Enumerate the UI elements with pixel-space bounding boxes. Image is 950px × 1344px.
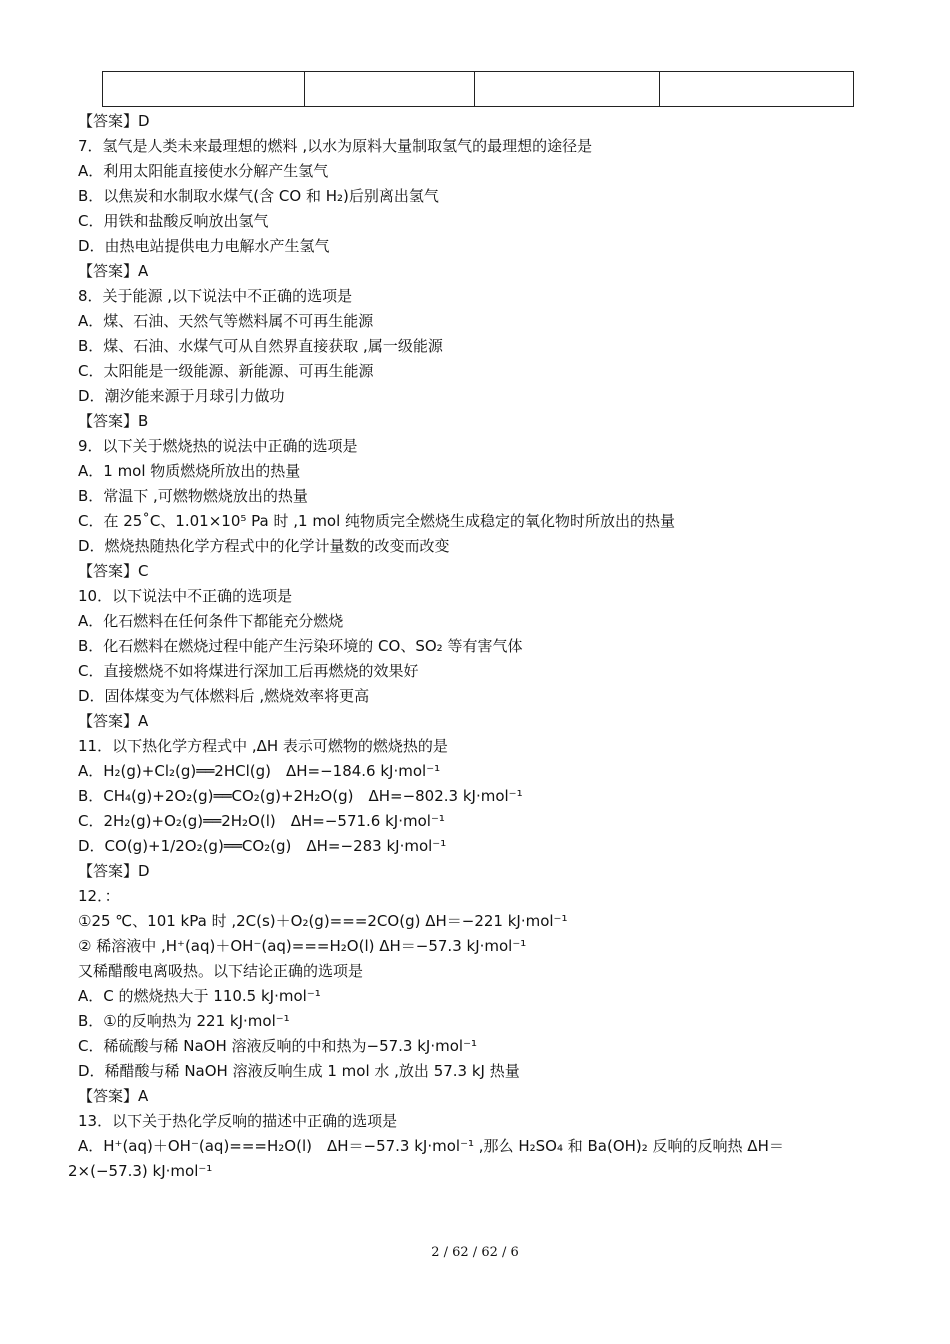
given-equation-1: ①25 ℃、101 kPa 时 ,2C(s)＋O₂(g)===2CO(g) ΔH＝−221 kJ·mol⁻¹ — [78, 912, 568, 930]
question-text — [68, 109, 884, 1184]
table-cell — [103, 72, 305, 107]
option-a-continued: 2×(−57.3) kJ·mol⁻¹ — [68, 1162, 213, 1180]
option-b: B．①的反响热为 221 kJ·mol⁻¹ — [78, 1012, 290, 1030]
option-b: B．煤、石油、水煤气可从自然界直接获取 ,属一级能源 — [78, 337, 443, 355]
answer-line: 【答案】A — [78, 1087, 149, 1105]
page-footer: 2 / 62 / 62 / 6 — [431, 1245, 519, 1260]
table-fragment — [102, 71, 854, 107]
option-d: D．固体煤变为气体燃料后 ,燃烧效率将更高 — [78, 687, 370, 705]
given-equation-2: ② 稀溶液中 ,H⁺(aq)＋OH⁻(aq)===H₂O(l) ΔH＝−57.3 kJ·mol⁻¹ — [78, 937, 527, 955]
option-d: D．由热电站提供电力电解水产生氢气 — [78, 237, 330, 255]
option-a: A．H₂(g)+Cl₂(g)══2HCl(g) ΔH=−184.6 kJ·mol⁻¹ — [78, 762, 441, 780]
answer-line: 【答案】D — [78, 112, 150, 130]
question-7: 7．氢气是人类未来最理想的燃料 ,以水为原料大量制取氢气的最理想的途径是 — [78, 137, 593, 155]
option-a: A．H⁺(aq)＋OH⁻(aq)===H₂O(l) ΔH＝−57.3 kJ·mol⁻¹ ,那么 H₂SO₄ 和 Ba(OH)₂ 反响的反响热 ΔH＝ — [78, 1137, 784, 1155]
option-c: C．太阳能是一级能源、新能源、可再生能源 — [78, 362, 374, 380]
table-cell — [660, 72, 854, 107]
option-b: B．以焦炭和水制取水煤气(含 CO 和 H₂)后别离出氢气 — [78, 187, 439, 205]
option-a: A．C 的燃烧热大于 110.5 kJ·mol⁻¹ — [78, 987, 321, 1005]
option-c: C．用铁和盐酸反响放出氢气 — [78, 212, 269, 230]
answer-line: 【答案】D — [78, 862, 150, 880]
answer-line: 【答案】B — [78, 412, 149, 430]
question-8: 8．关于能源 ,以下说法中不正确的选项是 — [78, 287, 353, 305]
table-cell — [475, 72, 660, 107]
option-d: D．稀醋酸与稀 NaOH 溶液反响生成 1 mol 水 ,放出 57.3 kJ 热量 — [78, 1062, 520, 1080]
option-d: D．燃烧热随热化学方程式中的化学计量数的改变而改变 — [78, 537, 450, 555]
option-a: A．利用太阳能直接使水分解产生氢气 — [78, 162, 329, 180]
answer-line: 【答案】A — [78, 262, 149, 280]
option-a: A．1 mol 物质燃烧所放出的热量 — [78, 462, 301, 480]
option-d: D．CO(g)+1/2O₂(g)══CO₂(g) ΔH=−283 kJ·mol⁻¹ — [78, 837, 447, 855]
option-b: B．CH₄(g)+2O₂(g)══CO₂(g)+2H₂O(g) ΔH=−802.3 kJ·mol⁻¹ — [78, 787, 523, 805]
question-12: 12．： — [78, 887, 120, 905]
answer-line: 【答案】C — [78, 562, 149, 580]
option-b: B．化石燃料在燃烧过程中能产生污染环境的 CO、SO₂ 等有害气体 — [78, 637, 523, 655]
question-12-stem: 又稀醋酸电离吸热。以下结论正确的选项是 — [78, 962, 364, 980]
option-c: C．2H₂(g)+O₂(g)══2H₂O(l) ΔH=−571.6 kJ·mol⁻¹ — [78, 812, 445, 830]
question-10: 10．以下说法中不正确的选项是 — [78, 587, 293, 605]
option-a: A．化石燃料在任何条件下都能充分燃烧 — [78, 612, 344, 630]
option-d: D．潮汐能来源于月球引力做功 — [78, 387, 285, 405]
question-13: 13．以下关于热化学反响的描述中正确的选项是 — [78, 1112, 398, 1130]
question-9: 9．以下关于燃烧热的说法中正确的选项是 — [78, 437, 358, 455]
answer-line: 【答案】A — [78, 712, 149, 730]
option-c: C．直接燃烧不如将煤进行深加工后再燃烧的效果好 — [78, 662, 419, 680]
option-b: B．常温下 ,可燃物燃烧放出的热量 — [78, 487, 308, 505]
option-a: A．煤、石油、天然气等燃料属不可再生能源 — [78, 312, 374, 330]
option-c: C．在 25˚C、1.01×10⁵ Pa 时 ,1 mol 纯物质完全燃烧生成稳定的氧化物时所放出的热量 — [78, 512, 676, 530]
table-row — [103, 72, 854, 107]
option-c: C．稀硫酸与稀 NaOH 溶液反响的中和热为−57.3 kJ·mol⁻¹ — [78, 1037, 478, 1055]
question-11: 11．以下热化学方程式中 ,ΔH 表示可燃物的燃烧热的是 — [78, 737, 448, 755]
table-cell — [305, 72, 475, 107]
